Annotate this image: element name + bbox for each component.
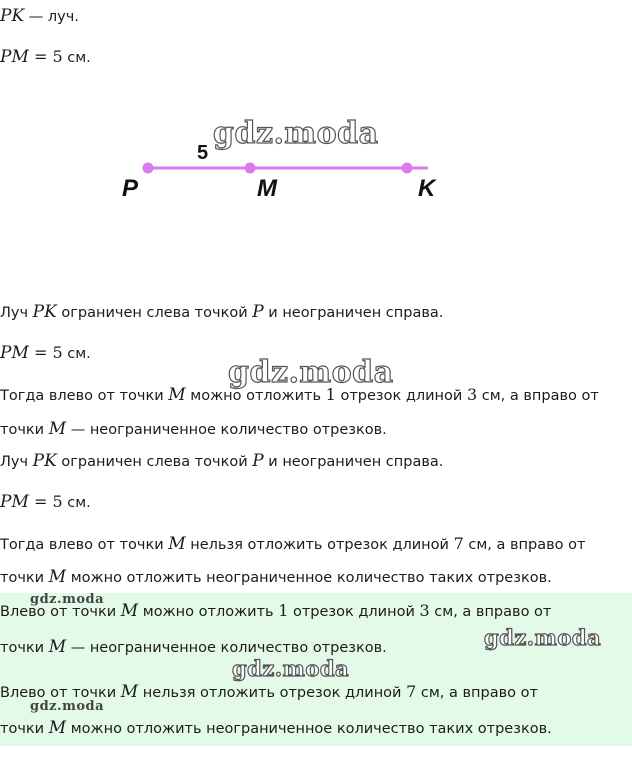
solution-b-line-4: точки M можно отложить неограниченное количество таких отрезков. bbox=[0, 567, 552, 587]
math-p: P bbox=[252, 451, 264, 471]
math-m: M bbox=[48, 718, 67, 738]
solution-a-line-3: Тогда влево от точки M можно отложить 1 отрезок длиной 3 см, а вправо от bbox=[0, 385, 599, 405]
unit-text: см. bbox=[62, 50, 91, 66]
math-m: M bbox=[120, 601, 139, 621]
math-m: M bbox=[48, 637, 67, 657]
watermark: gdz.moda bbox=[30, 699, 105, 714]
math-m: M bbox=[48, 567, 67, 587]
watermark: gdz.moda bbox=[484, 625, 602, 650]
math-pk: PK bbox=[0, 6, 25, 26]
math-pm: PM bbox=[0, 47, 29, 67]
solution-a-line-4: точки M — неограниченное количество отрезков. bbox=[0, 419, 387, 439]
point-k-label: K bbox=[418, 175, 436, 202]
math-pm: PM bbox=[0, 343, 29, 363]
point-p-label: P bbox=[122, 175, 139, 202]
math-pk: PK bbox=[32, 451, 57, 471]
intro-line-ray bbox=[0, 6, 79, 27]
answer-line-4: точки M можно отложить неограниченное количество таких отрезков. bbox=[0, 718, 552, 738]
answer-line-3: Влево от точки M нельзя отложить отрезок длиной 7 см, а вправо от bbox=[0, 682, 538, 702]
math-m: M bbox=[168, 534, 186, 554]
watermark: gdz.moda bbox=[30, 592, 105, 607]
point-p-dot bbox=[143, 163, 154, 174]
math-p: P bbox=[252, 302, 264, 322]
intro-line-length bbox=[0, 47, 91, 68]
math-m: M bbox=[48, 419, 67, 439]
watermark: gdz.moda bbox=[228, 355, 394, 390]
segment-length-label: 5 bbox=[197, 142, 209, 164]
solution-b-line-3: Тогда влево от точки M нельзя отложить отрезок длиной 7 см, а вправо от bbox=[0, 534, 586, 554]
math-m: M bbox=[168, 385, 186, 405]
point-k-dot bbox=[402, 163, 413, 174]
solution-b-line-1: Луч PK ограничен слева точкой P и неограничен справа. bbox=[0, 451, 444, 471]
watermark: gdz.moda bbox=[232, 656, 350, 681]
math-m: M bbox=[120, 682, 139, 702]
watermark: gdz.moda bbox=[213, 116, 379, 151]
answer-line-1: Влево от точки M можно отложить 1 отрезок длиной 3 см, а вправо от bbox=[0, 601, 552, 621]
math-pk: PK bbox=[32, 302, 57, 322]
point-m-dot bbox=[245, 163, 256, 174]
point-m-label: M bbox=[257, 175, 277, 202]
solution-b-line-2: PM = 5 см. bbox=[0, 492, 91, 512]
math-pm: PM bbox=[0, 492, 29, 512]
solution-a-line-1: Луч PK ограничен слева точкой P и неограничен справа. bbox=[0, 302, 444, 322]
solution-a-line-2: PM = 5 см. bbox=[0, 343, 91, 363]
intro-ray-text: — луч. bbox=[24, 9, 79, 25]
answer-line-2: точки M — неограниченное количество отрезков. bbox=[0, 637, 387, 657]
math-eq: = 5 bbox=[28, 47, 63, 66]
